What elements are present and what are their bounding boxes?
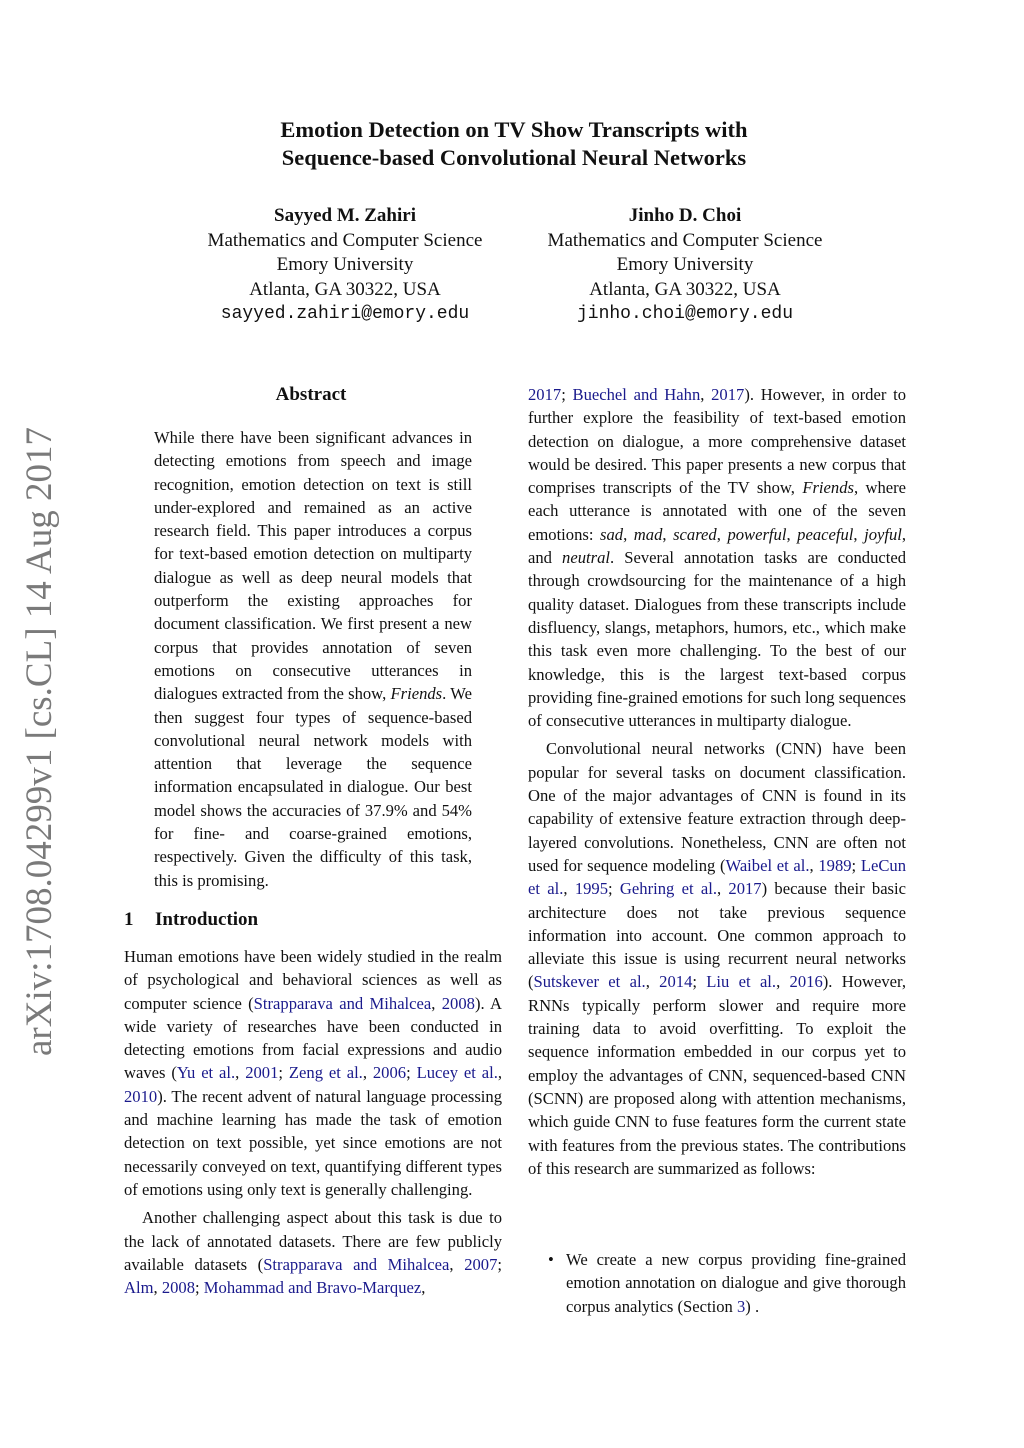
- abstract-text: . We then suggest four types of sequence-based convolutional neural network models with attention that leverage the sequence information encapsulated in dialogue. Our best model shows the accuracies of 37.9% and 54% for fine- and coarse-grained emotions, respectively. Given the difficulty of this task, this is promising.: [154, 684, 472, 890]
- section-title: Introduction: [155, 909, 259, 930]
- abstract-body: [154, 426, 472, 892]
- arxiv-identifier: arXiv:1708.04299v1 [cs.CL] 14 Aug 2017: [19, 427, 60, 1056]
- emotion-label: powerful: [727, 524, 787, 544]
- intro-paragraph-2-continued: 2017; Buechel and Hahn, 2017). However, in order to further explore the feasibility of text-based emotion detection on dialogue, a more comprehensive dataset would be desired. This paper presents a new corpus that comprises transcripts of the TV show, Friends, where each utterance is annotated with one of the seven emotions: sad, mad, scared, powerful, peaceful, joyful, and neutral. Several annotation tasks are conducted through crowdsourcing for the maintenance of a high quality dataset. Dialogues from these transcripts include disfluency, slangs, metaphors, humors, etc., which make this task even more challenging. To the best of our knowledge, this is the largest text-based corpus providing fine-grained emotions for such long sequences of consecutive utterances in multiparty dialogue.: [528, 385, 907, 731]
- paper-title: [160, 116, 868, 172]
- citation-link[interactable]: Waibel et al.: [725, 855, 810, 875]
- author-department: Mathematics and Computer Science: [207, 229, 483, 251]
- citation-link[interactable]: Liu et al.: [706, 972, 777, 992]
- citation-link[interactable]: 2001: [245, 1063, 279, 1083]
- intro-paragraph-3: Convolutional neural networks (CNN) have been popular for several tasks on document classification. One of the major advantages of CNN is found in its capability of extensive feature extraction through deep-layered convolutions. Nonetheless, CNN are often not used for sequence modeling (Waibel et al., 1989; LeCun et al., 1995; Gehring et al., 2017) because their basic architecture does not take previous sequence information into account. One common approach to alleviate this issue is using recurrent neural networks (Sutskever et al., 2014; Liu et al., 2016). However, RNNs typically perform slower and require more training data to avoid overfitting. To exploit the sequence information embedded in our corpus yet to employ the advantages of CNN, sequenced-based CNN (SCNN) are proposed along with attention mechanisms, which guide CNN to fuse features form the current state with features from the previous states. The contributions of this research are summarized as follows:: [528, 739, 907, 1178]
- title-line-2: Sequence-based Convolutional Neural Networks: [281, 145, 747, 170]
- contributions-list: [528, 1248, 906, 1318]
- citation-link[interactable]: 2006: [372, 1063, 407, 1083]
- citation-link[interactable]: 2008: [441, 993, 475, 1013]
- author-block: [165, 204, 525, 327]
- citation-link[interactable]: LeCun et al.: [528, 855, 906, 899]
- author-university: Emory University: [616, 254, 754, 275]
- citation-link[interactable]: 2016: [789, 972, 823, 992]
- intro-paragraph-2: Another challenging aspect about this task is due to the lack of annotated datasets. There are few publicly available datasets (Strapparava and Mihalcea, 2007; Alm, 2008; Mohammad and Bravo-Marquez,: [124, 1208, 502, 1298]
- emotion-label: neutral: [562, 548, 610, 568]
- emotion-label: joyful: [864, 524, 902, 544]
- citation-link[interactable]: Buechel and Hahn: [572, 385, 701, 404]
- citation-link[interactable]: 1989: [818, 855, 852, 875]
- author-department: Mathematics and Computer Science: [547, 229, 823, 251]
- abstract-heading: Abstract: [275, 384, 347, 405]
- citation-link[interactable]: Strapparava and Mihalcea: [263, 1254, 450, 1274]
- citation-link[interactable]: 1995: [574, 879, 609, 899]
- citation-link[interactable]: 2017: [528, 385, 562, 404]
- citation-link[interactable]: Gehring et al.: [619, 879, 717, 899]
- citation-link[interactable]: Mohammad and Bravo-Marquez: [203, 1278, 422, 1298]
- citation-link[interactable]: Yu et al.: [176, 1063, 236, 1083]
- section-heading-introduction: [124, 908, 504, 932]
- author-name: Sayyed M. Zahiri: [274, 205, 416, 226]
- author-location: Atlanta, GA 30322, USA: [249, 278, 441, 300]
- section-reference-link[interactable]: 3: [736, 1296, 746, 1316]
- section-number: 1: [124, 909, 134, 930]
- author-name: Jinho D. Choi: [628, 205, 742, 226]
- abstract-paragraph: [154, 426, 472, 892]
- emotion-label: peaceful: [797, 524, 854, 544]
- author-email[interactable]: sayyed.zahiri@emory.edu: [220, 304, 470, 324]
- citation-link[interactable]: Lucey et al.: [416, 1063, 498, 1083]
- abstract-text: While there have been significant advances in detecting emotions from speech and image recognition, emotion detection on text is still under-explored and remained as an active research field. This paper introduces a corpus for text-based emotion detection on multiparty dialogue as well as deep neural models that outperform the existing approaches for document classification. We first present a new corpus that provides annotation of seven emotions on consecutive utterances in dialogues extracted from the show,: [154, 428, 472, 704]
- citation-link[interactable]: Alm: [124, 1278, 154, 1298]
- author-university: Emory University: [276, 254, 414, 275]
- bullet-icon: •: [548, 1250, 554, 1269]
- citation-link[interactable]: Zeng et al.: [288, 1063, 363, 1083]
- show-name: Friends: [802, 478, 854, 498]
- emotion-label: sad: [600, 524, 624, 544]
- author-block: [505, 204, 865, 327]
- left-column-text: [124, 945, 502, 1299]
- list-item: • We create a new corpus providing fine-grained emotion annotation on dialogue and give thorough corpus analytics (Section 3) .: [548, 1250, 906, 1316]
- show-name: Friends: [390, 684, 443, 704]
- citation-link[interactable]: 2007: [464, 1254, 498, 1274]
- citation-link[interactable]: 2017: [728, 879, 762, 899]
- author-location: Atlanta, GA 30322, USA: [589, 278, 781, 300]
- citation-link[interactable]: Strapparava and Mihalcea: [253, 993, 432, 1013]
- emotion-label: mad: [633, 524, 663, 544]
- citation-link[interactable]: 2010: [124, 1086, 158, 1106]
- intro-paragraph-1: Human emotions have been widely studied in the realm of psychological and behavioral sciences as well as computer science (Strapparava and Mihalcea, 2008). A wide variety of researches have been conducted in detecting emotions from facial expressions and audio waves (Yu et al., 2001; Zeng et al., 2006; Lucey et al., 2010). The recent advent of natural language processing and machine learning has made the task of emotion detection on text possible, yet since emotions are not necessarily conveyed on text, quantifying different types of emotions using only text is generally challenging.: [124, 947, 503, 1199]
- emotion-label: scared: [673, 524, 717, 544]
- citation-link[interactable]: 2017: [711, 385, 745, 404]
- citation-link[interactable]: 2014: [659, 972, 693, 992]
- citation-link[interactable]: Sutskever et al.: [533, 972, 646, 992]
- author-email[interactable]: jinho.choi@emory.edu: [576, 304, 794, 324]
- right-column-text: [528, 383, 906, 1180]
- citation-link[interactable]: 2008: [161, 1278, 195, 1298]
- title-line-1: Emotion Detection on TV Show Transcripts with: [280, 117, 748, 142]
